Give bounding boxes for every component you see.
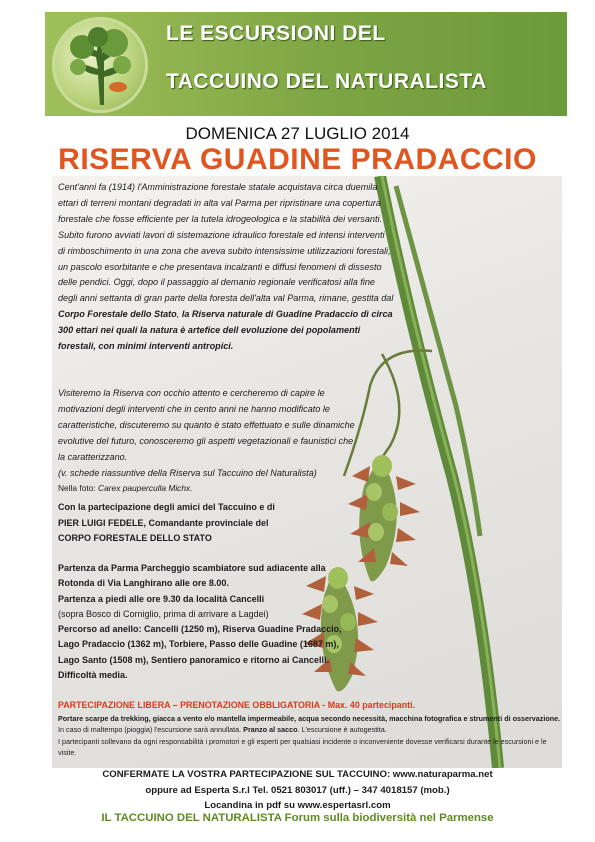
header-title-line1: LE ESCURSIONI DEL	[166, 22, 386, 45]
footer-forum: IL TACCUINO DEL NATURALISTA Forum sulla biodiversità nel Parmense	[101, 812, 494, 824]
confirm-line3: Locandina in pdf su www.espertasrl.com	[204, 800, 391, 812]
visit-reference: (v. schede riassuntive della Riserva sul Taccuino del Naturalista)	[58, 467, 317, 478]
gear-note: Portare scarpe da trekking, giacca a vento e/o mantella impermeabile, acqua secondo necessità, macchina fotografica e strumenti di osservazione.	[58, 714, 561, 723]
participation-notes	[58, 713, 563, 758]
route-departure: Partenza da Parma Parcheggio scambiatore sud adiacente alla Rotonda di Via Langhirano alle ore 8.00.	[58, 563, 326, 589]
intro-bold-reserve: la Riserva naturale di Guadine Pradaccio dì circa 300 ettari nei quali la natura è artefice dell evoluzione dei popolamenti forestali, con minimi interventi antropici.	[58, 309, 393, 352]
intro-text-2: ,	[176, 309, 182, 320]
guests-line2: PIER LUIGI FEDELE, Comandante provinciale del	[58, 517, 269, 528]
weather-note: In caso di maltempo (pioggia) l'escursione sarà annullata.	[58, 725, 244, 735]
header-title-line2: TACCUINO DEL NATURALISTA	[166, 70, 487, 93]
guests-line3: CORPO FORESTALE DELLO STATO	[58, 533, 212, 543]
intro-text-1: Cent'anni fa (1914) l'Amministrazione forestale statale acquistava circa duemila ettari di terreni montani degradati in alta val Parma per ripristinare una copertura forestale che fosse efficiente per la tutela idrogeologica e la stabilità dei versanti. Subito furono avviati lavori di sistemazione idraulico forestale ed intensi interventi di rimboschimento in una zona che aveva subito intensissime utilizzazioni forestali, un pascolo esorbitante e che presentava incalzanti e diffusi fenomeni di dissesto delle pendici. Oggi, dopo il passaggio al demanio regionale verificatosi alla fine degli anni settanta di gran parte della foresta dell'alta val Parma, rimane, gestita dal	[58, 182, 394, 304]
photo-species: Carex pauperculla Michx.	[98, 483, 193, 494]
self-managed-note: . L'escursione è autogestita.	[297, 725, 387, 735]
visit-paragraph	[58, 386, 358, 497]
photo-caption: Nella foto:	[58, 483, 99, 494]
route-walk-start: Partenza a piedi alle ore 9.30 da località Cancelli	[58, 593, 265, 604]
route-block	[58, 561, 348, 683]
liability-note: I partecipanti sollevano da ogni responsabilità i promotori e gli esperti per qualsiasi incidente o inconveniente dovesse verificarsi durante le escursioni e le visite.	[58, 736, 547, 757]
confirm-block	[0, 767, 595, 814]
event-date: DOMENICA 27 LUGLIO 2014	[185, 124, 410, 143]
participation-headline: PARTECIPAZIONE LIBERA – PRENOTAZIONE OBBLIGATORIA - Max. 40 partecipanti.	[58, 700, 416, 710]
guests-line1: Con la partecipazione degli amici del Taccuino e di	[58, 502, 275, 512]
event-title: RISERVA GUADINE PRADACCIO	[58, 143, 537, 176]
visit-text: Visiteremo la Riserva con occhio attento e cercheremo di capire le motivazioni degli interventi che in cento anni ne hanno modificato le caratteristiche, discuteremo su quanto è stato effettuato e sulle dinamiche evolutive del futuro, conosceremo gli aspetti vegetazionali e faunistici che la caratterizzano.	[58, 388, 355, 462]
lunch-note: Pranzo al sacco	[243, 725, 298, 735]
logo-tree-emblem	[52, 17, 148, 113]
intro-bold-forestry: Corpo Forestale dello Stato	[58, 309, 177, 320]
guests-block	[58, 500, 318, 547]
route-loop: Percorso ad anello: Cancelli (1250 m), Riserva Guadine Pradaccio, Lago Pradaccio (1362 m), Torbiere, Passo delle Guadine (1687 m), Lago Santo (1508 m), Sentiero panoramico e ritorno ai Cancelli. Difficoltà media.	[58, 624, 342, 681]
confirm-line2: oppure ad Esperta S.r.l Tel. 0521 803017 (uff.) – 347 4018157 (mob.)	[145, 784, 450, 796]
route-walk-note: (sopra Bosco di Corniglio, prima di arrivare a Lagdei)	[58, 608, 269, 619]
confirm-line1: CONFERMATE LA VOSTRA PARTECIPAZIONE SUL TACCUINO: www.naturaparma.net	[102, 769, 493, 780]
intro-paragraph	[58, 180, 394, 355]
